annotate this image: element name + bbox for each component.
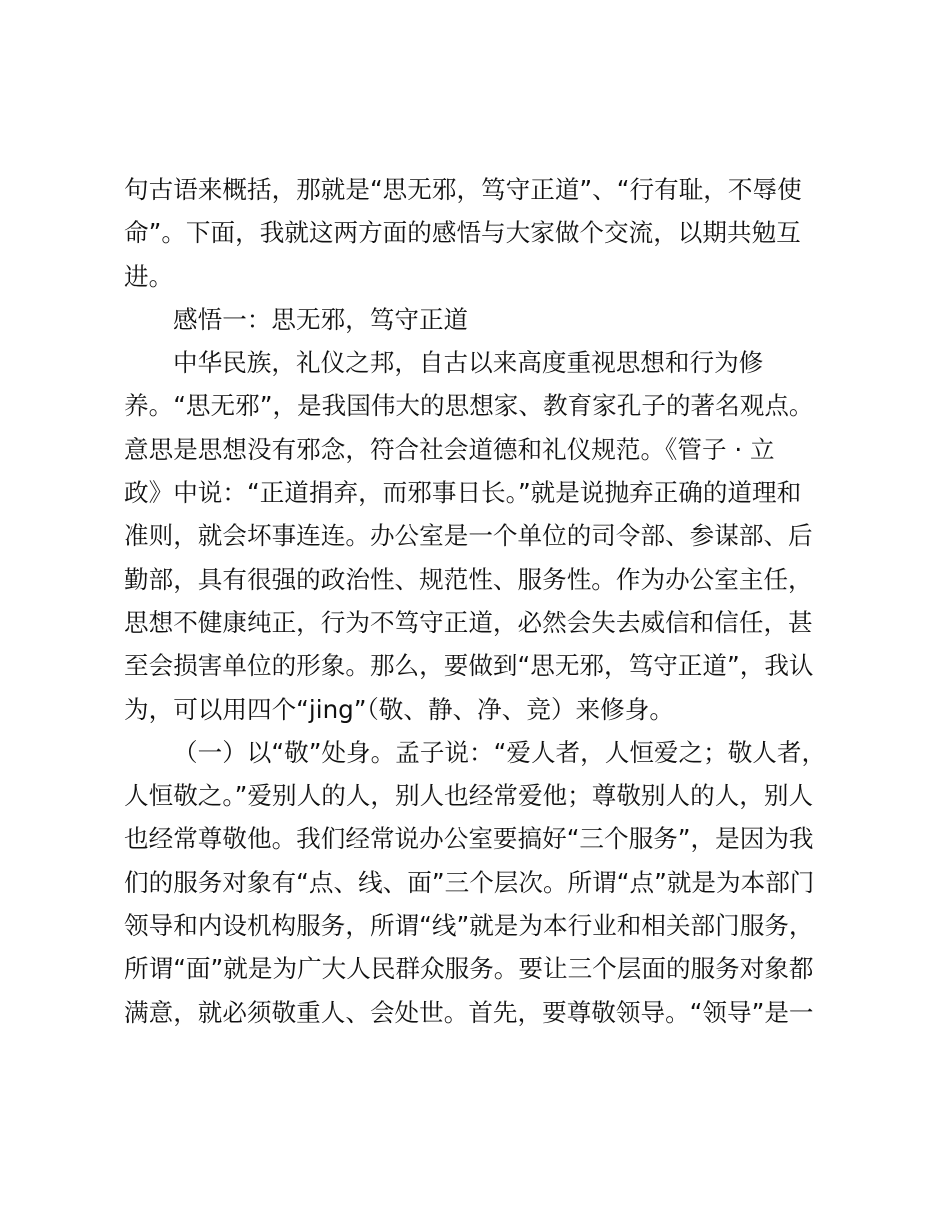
- text-line: 也经常尊敬他。我们经常说办公室要搞好“三个服务”，是因为我: [124, 824, 814, 854]
- text-line: （一）以“敬”处身。孟子说：“爱人者，人恒爱之；敬人者，: [173, 737, 827, 767]
- text-line: 所谓“面”就是为广大人民群众服务。要让三个层面的服务对象都: [124, 954, 814, 984]
- text-line: 领导和内设机构服务，所谓“线”就是为本行业和相关部门服务，: [124, 911, 814, 941]
- text-line: 意思是思想没有邪念，符合社会道德和礼仪规范。《管子 · 立: [124, 434, 775, 464]
- text-line: 命”。下面，我就这两方面的感悟与大家做个交流，以期共勉互: [124, 218, 801, 248]
- text-line: 勤部，具有很强的政治性、规范性、服务性。作为办公室主任，: [124, 564, 813, 594]
- text-line: 进。: [124, 261, 174, 291]
- text-line: 感悟一：思无邪，笃守正道: [173, 304, 469, 334]
- text-line: 满意，就必须敬重人、会处世。首先，要尊敬领导。“领导”是一: [124, 997, 814, 1027]
- text-line: 为，可以用四个“jing”（敬、静、净、竞）来修身。: [124, 694, 674, 724]
- text-line: 至会损害单位的形象。那么，要做到“思无邪，笃守正道”，我认: [124, 651, 814, 681]
- text-line: 句古语来概括，那就是“思无邪，笃守正道”、“行有耻，不辱使: [124, 175, 802, 204]
- text-line: 政》中说：“正道捐弃，而邪事日长。”就是说抛弃正确的道理和: [124, 478, 802, 508]
- text-line: 们的服务对象有“点、线、面”三个层次。所谓“点”就是为本部门: [124, 867, 815, 897]
- text-line: 思想不健康纯正，行为不笃守正道，必然会失去威信和信任，甚: [124, 607, 813, 637]
- document-body: [124, 168, 836, 1034]
- text-line: 养。“思无邪”，是我国伟大的思想家、教育家孔子的著名观点。: [124, 391, 814, 421]
- text-line: 中华民族，礼仪之邦，自古以来高度重视思想和行为修: [173, 348, 764, 378]
- text-line: 准则，就会坏事连连。办公室是一个单位的司令部、参谋部、后: [124, 521, 813, 551]
- text-line: 人恒敬之。”爱别人的人，别人也经常爱他；尊敬别人的人，别人: [124, 781, 814, 811]
